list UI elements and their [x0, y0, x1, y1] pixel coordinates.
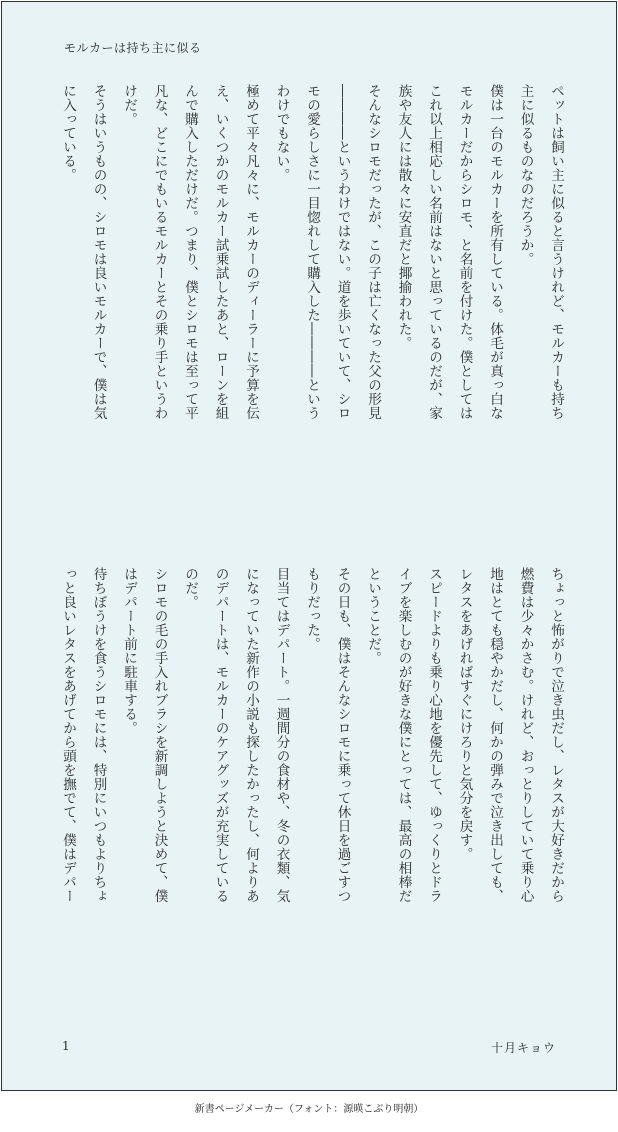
running-head-title: モルカーは持ち主に似る — [64, 41, 202, 55]
text-column: のデパートは、モルカーのケアグッズが充実している — [212, 567, 229, 903]
footer-credit: 新書ページメーカー（フォント：源暎こぶり明朝） — [194, 1104, 424, 1115]
text-column: 目当てはデパート。一週間分の食材や、冬の衣類、気 — [273, 567, 290, 903]
text-column: 地はとても穏やかだし、何かの弾みで泣き出しても、 — [487, 567, 503, 903]
text-column: もりだった。 — [304, 567, 320, 651]
text-column: 極めて平々凡々に、モルカーのディーラーに予算を伝 — [243, 84, 259, 420]
text-column: モの愛らしさに一目惚れして購入した――――という — [304, 84, 320, 420]
author-name: 十月キョウ — [490, 1041, 556, 1055]
text-column: スピードよりも乗り心地を優先して、ゆっくりとドラ — [426, 567, 442, 903]
text-column: そんなシロモだったが、この子は亡くなった父の形見 — [365, 84, 381, 420]
text-column: 燃費は少々かさむ。けれど、おっとりしていて乗り心 — [517, 567, 534, 903]
text-column: んで購入しただけだ。つまり、僕とシロモは至って平 — [182, 84, 198, 420]
text-column: のだ。 — [182, 567, 198, 609]
text-column: わけでもない。 — [273, 84, 290, 182]
book-page — [1, 1, 617, 1091]
text-column: 主に似るものなのだろうか。 — [517, 84, 534, 266]
text-column: 僕は一台のモルカーを所有している。体毛が真っ白な — [487, 84, 503, 420]
text-column: モルカーだからシロモ、と名前を付けた。僕としては — [456, 84, 473, 420]
text-column: イブを楽しむのが好きな僕にとっては、最高の相棒だ — [395, 567, 412, 903]
text-column: けだ。 — [121, 84, 137, 126]
text-column: 凡な、どこにでもいるモルカーとその乗り手というわ — [151, 84, 168, 420]
text-column: その日も、僕はそんなシロモに乗って休日を過ごすつ — [334, 567, 351, 903]
text-column: え、いくつかのモルカー試乗試したあと、ローンを組 — [212, 84, 229, 420]
text-block-bottom — [53, 567, 572, 1015]
text-column: ――――というわけではない。道を歩いていて、シロ — [334, 84, 351, 420]
text-column: ということだ。 — [365, 567, 381, 665]
text-column: になっていた新作の小説も探したかったし、何よりあ — [243, 567, 259, 903]
text-column: そうはいうものの、シロモは良いモルカーで、僕は気 — [90, 84, 107, 420]
text-column: はデパート前に駐車する。 — [121, 567, 137, 735]
text-column: に入っている。 — [60, 84, 76, 182]
text-column: これ以上相応しい名前はないと思っているのだが、家 — [426, 84, 442, 420]
text-column: レタスをあげればすぐにけろりと気分を戻す。 — [456, 567, 473, 861]
text-column: ペットは飼い主に似ると言うけれど、モルカーも持ち — [548, 84, 564, 420]
text-column: っと良いレタスをあげてから頭を撫でて、僕はデパー — [60, 567, 76, 903]
page-number: 1 — [62, 1039, 70, 1053]
text-column: シロモの毛の手入れブラシを新調しようと決めて、僕 — [151, 567, 168, 903]
text-column: 待ちぼうけを食うシロモには、特別にいつもよりちょ — [90, 567, 107, 903]
text-column: ちょっと怖がりで泣き虫だし、レタスが大好きだから — [548, 567, 564, 903]
text-column: 族や友人には散々に安直だと揶揄われた。 — [395, 84, 412, 350]
text-block-top — [53, 84, 572, 524]
